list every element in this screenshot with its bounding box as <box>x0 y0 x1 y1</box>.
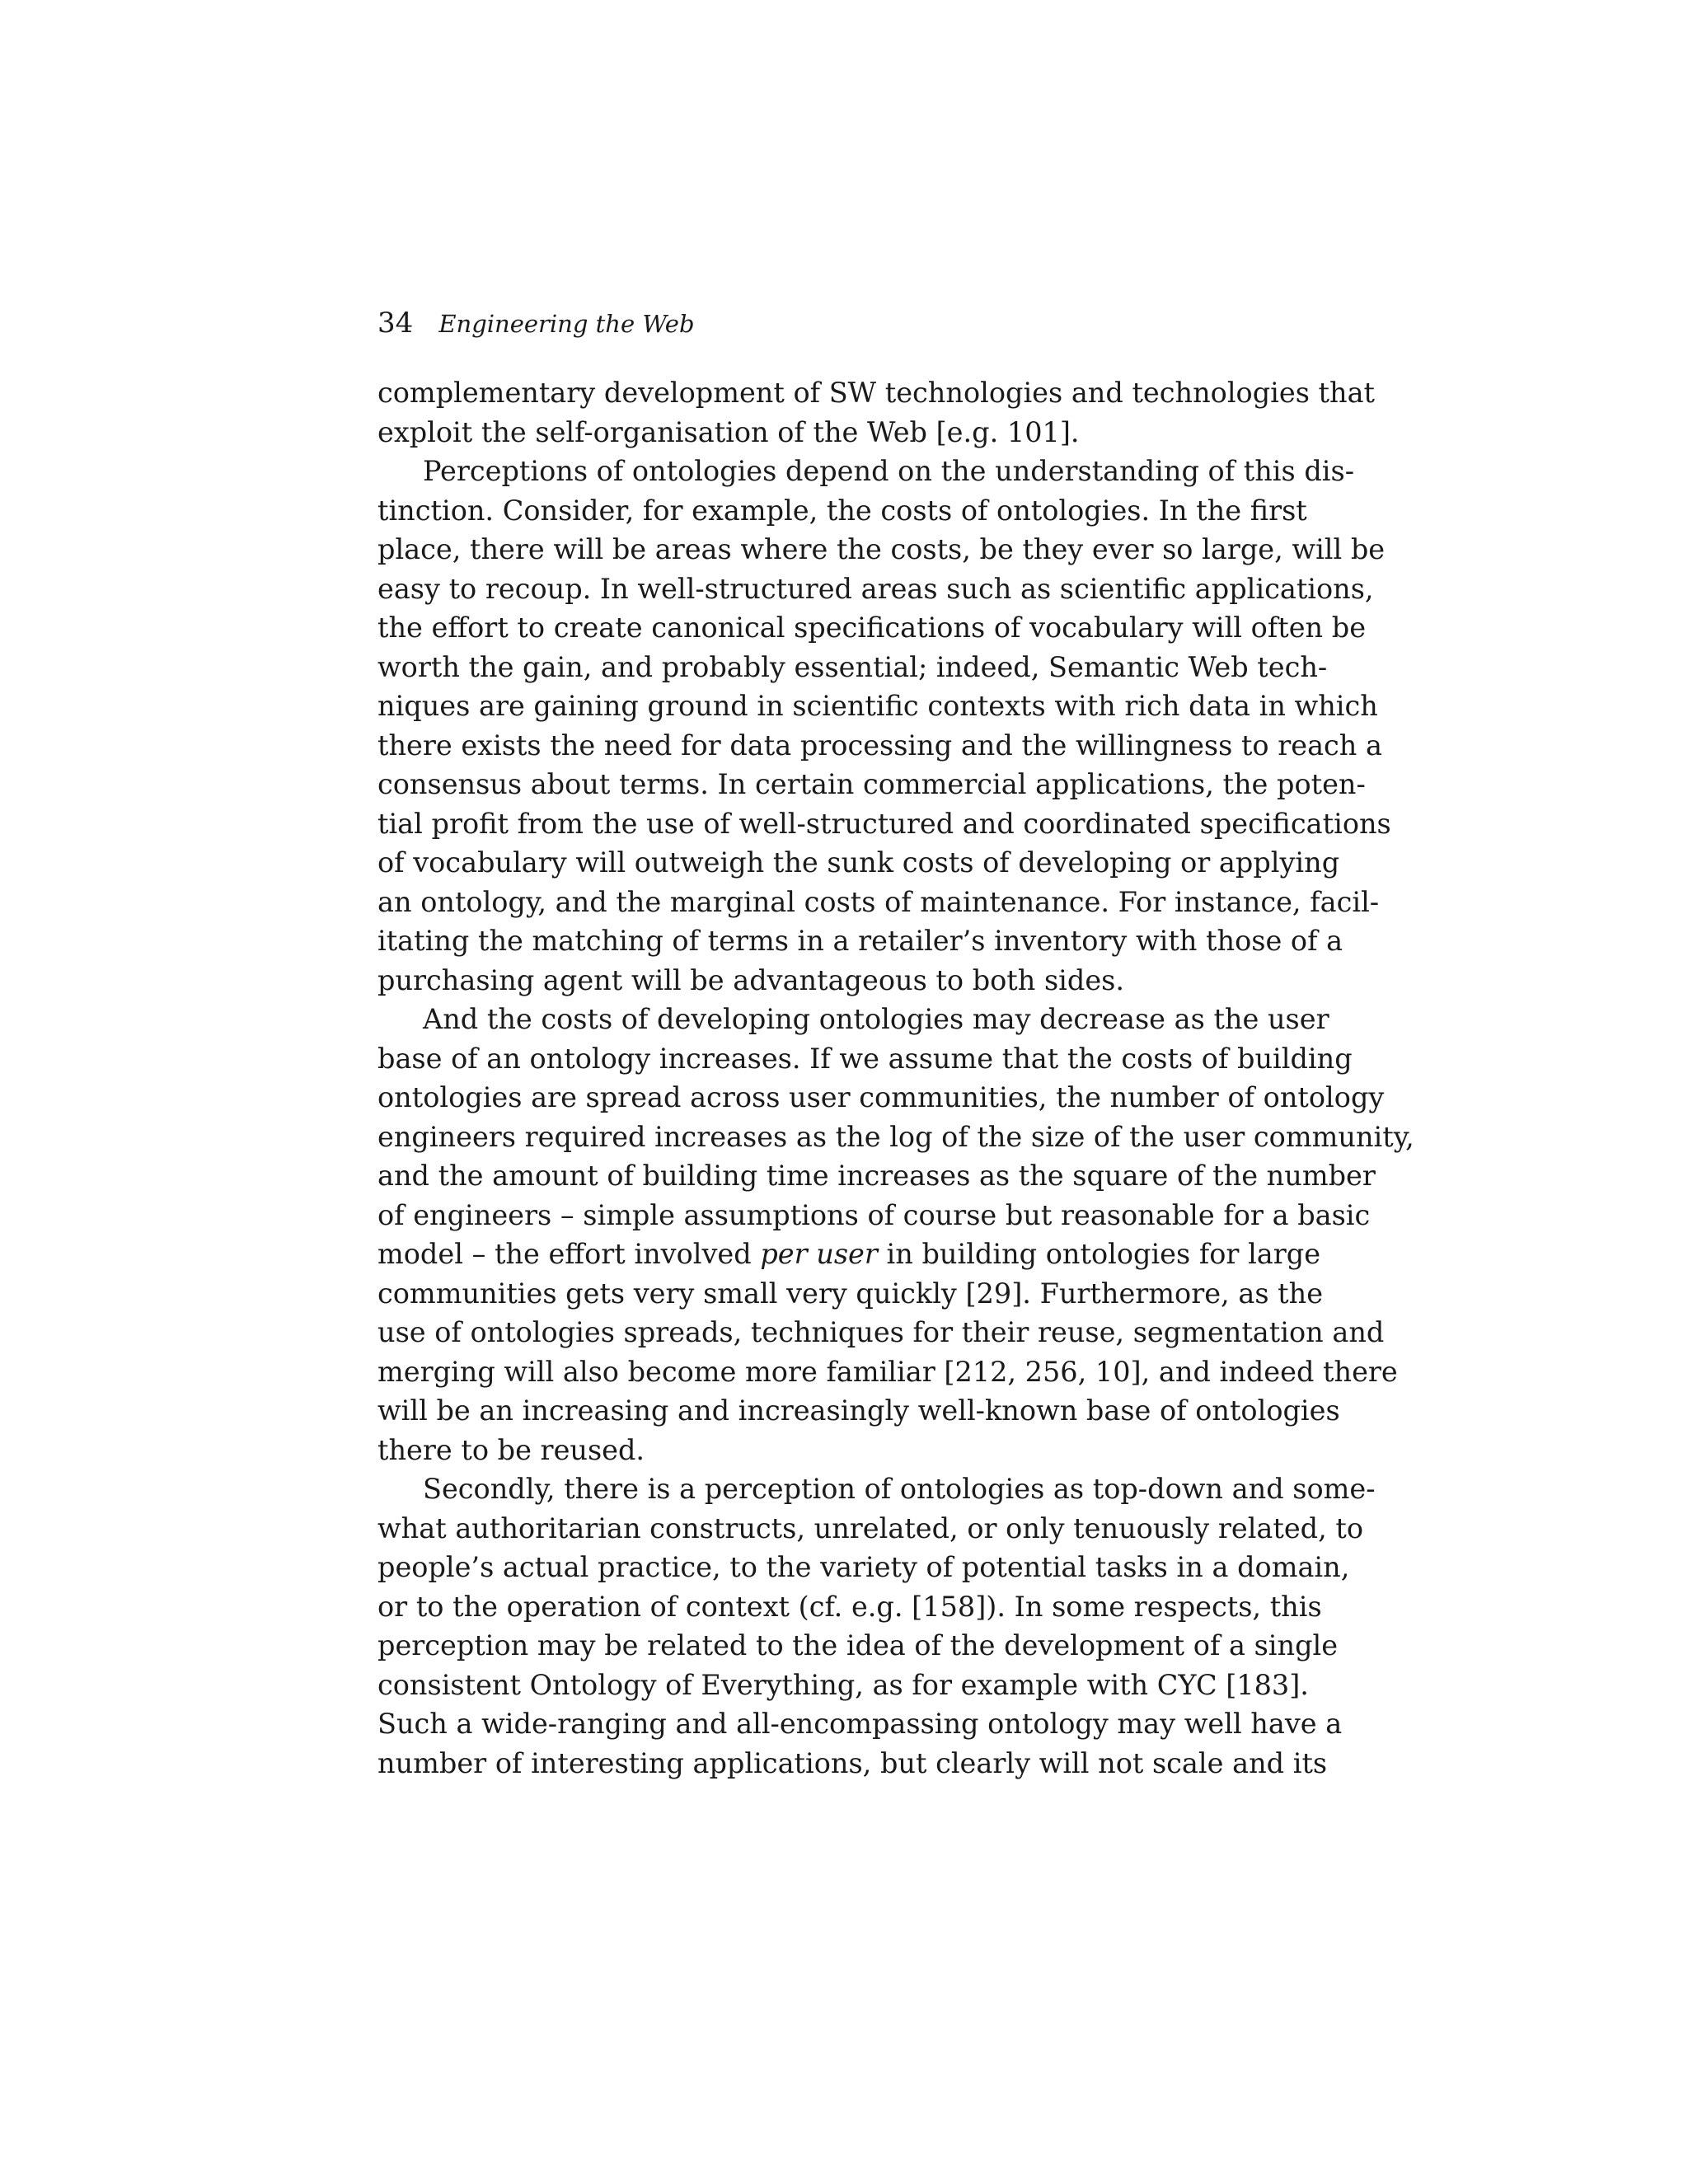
text-line: the effort to create canonical specifications of vocabulary will often be <box>377 612 1367 644</box>
text-line: of engineers – simple assumptions of course but reasonable for a basic <box>377 1198 1371 1231</box>
text-line: niques are gaining ground in scientific contexts with rich data in which <box>377 690 1378 722</box>
text-line: tinction. Consider, for example, the costs of ontologies. In the first <box>377 494 1307 527</box>
text-line: there to be reused. <box>377 1433 645 1466</box>
text-line: communities gets very small very quickly [29]. Furthermore, as the <box>377 1277 1324 1310</box>
text-line: and the amount of building time increases as the square of the number <box>377 1160 1376 1192</box>
text-line: base of an ontology increases. If we assume that the costs of building <box>377 1042 1353 1075</box>
paragraph <box>377 1000 1414 1469</box>
page-number: 34 <box>377 307 414 340</box>
text-line: exploit the self-organisation of the Web [e.g. 101]. <box>377 415 1080 448</box>
paragraph <box>377 1469 1376 1783</box>
text-line: complementary development of SW technologies and technologies that <box>377 377 1376 409</box>
text-line: ontologies are spread across user communities, the number of ontology <box>377 1081 1385 1113</box>
text-line: will be an increasing and increasingly well-known base of ontologies <box>377 1394 1340 1427</box>
text-line: worth the gain, and probably essential; indeed, Semantic Web tech- <box>377 650 1328 683</box>
text-line: model – the effort involved per user in building ontologies for large <box>377 1238 1321 1270</box>
text-line: perception may be related to the idea of the development of a single <box>377 1629 1339 1661</box>
text-line: consistent Ontology of Everything, as for example with CYC [183]. <box>377 1668 1309 1701</box>
text-line: purchasing agent will be advantageous to both sides. <box>377 963 1125 996</box>
paragraph <box>377 452 1391 1000</box>
text-line: or to the operation of context (cf. e.g. [158]). In some respects, this <box>377 1590 1322 1623</box>
text-line: use of ontologies spreads, techniques for their reuse, segmentation and <box>377 1316 1385 1348</box>
text-line: an ontology, and the marginal costs of maintenance. For instance, facil- <box>377 885 1380 918</box>
running-header <box>377 307 1301 356</box>
text-line: consensus about terms. In certain commercial applications, the poten- <box>377 768 1366 800</box>
text-line: number of interesting applications, but clearly will not scale and its <box>377 1746 1328 1779</box>
body-text <box>377 373 1414 1783</box>
text-line: place, there will be areas where the costs, be they ever so large, will be <box>377 533 1386 565</box>
running-title: Engineering the Web <box>438 310 695 338</box>
text-line: easy to recoup. In well-structured areas such as scientific applications, <box>377 572 1374 605</box>
text-line: Secondly, there is a perception of ontologies as top-down and some- <box>423 1473 1376 1505</box>
text-line: Such a wide-ranging and all-encompassing ontology may well have a <box>377 1708 1343 1740</box>
text-line: people’s actual practice, to the variety of potential tasks in a domain, <box>377 1551 1350 1583</box>
text-line: Perceptions of ontologies depend on the understanding of this dis- <box>423 455 1355 487</box>
text-line: itating the matching of terms in a retailer’s inventory with those of a <box>377 925 1343 957</box>
text-line: what authoritarian constructs, unrelated, or only tenuously related, to <box>377 1511 1364 1544</box>
text-line: And the costs of developing ontologies may decrease as the user <box>423 1003 1329 1035</box>
emphasis-text: per user <box>760 1238 878 1270</box>
text-line: merging will also become more familiar [212, 256, 10], and indeed there <box>377 1355 1398 1388</box>
paragraph <box>377 373 1376 452</box>
text-line: there exists the need for data processing and the willingness to reach a <box>377 729 1383 762</box>
text-line: tial profit from the use of well-structured and coordinated specifications <box>377 807 1391 840</box>
text-line: engineers required increases as the log of the size of the user community, <box>377 1120 1414 1153</box>
text-line: of vocabulary will outweigh the sunk costs of developing or applying <box>377 846 1340 879</box>
